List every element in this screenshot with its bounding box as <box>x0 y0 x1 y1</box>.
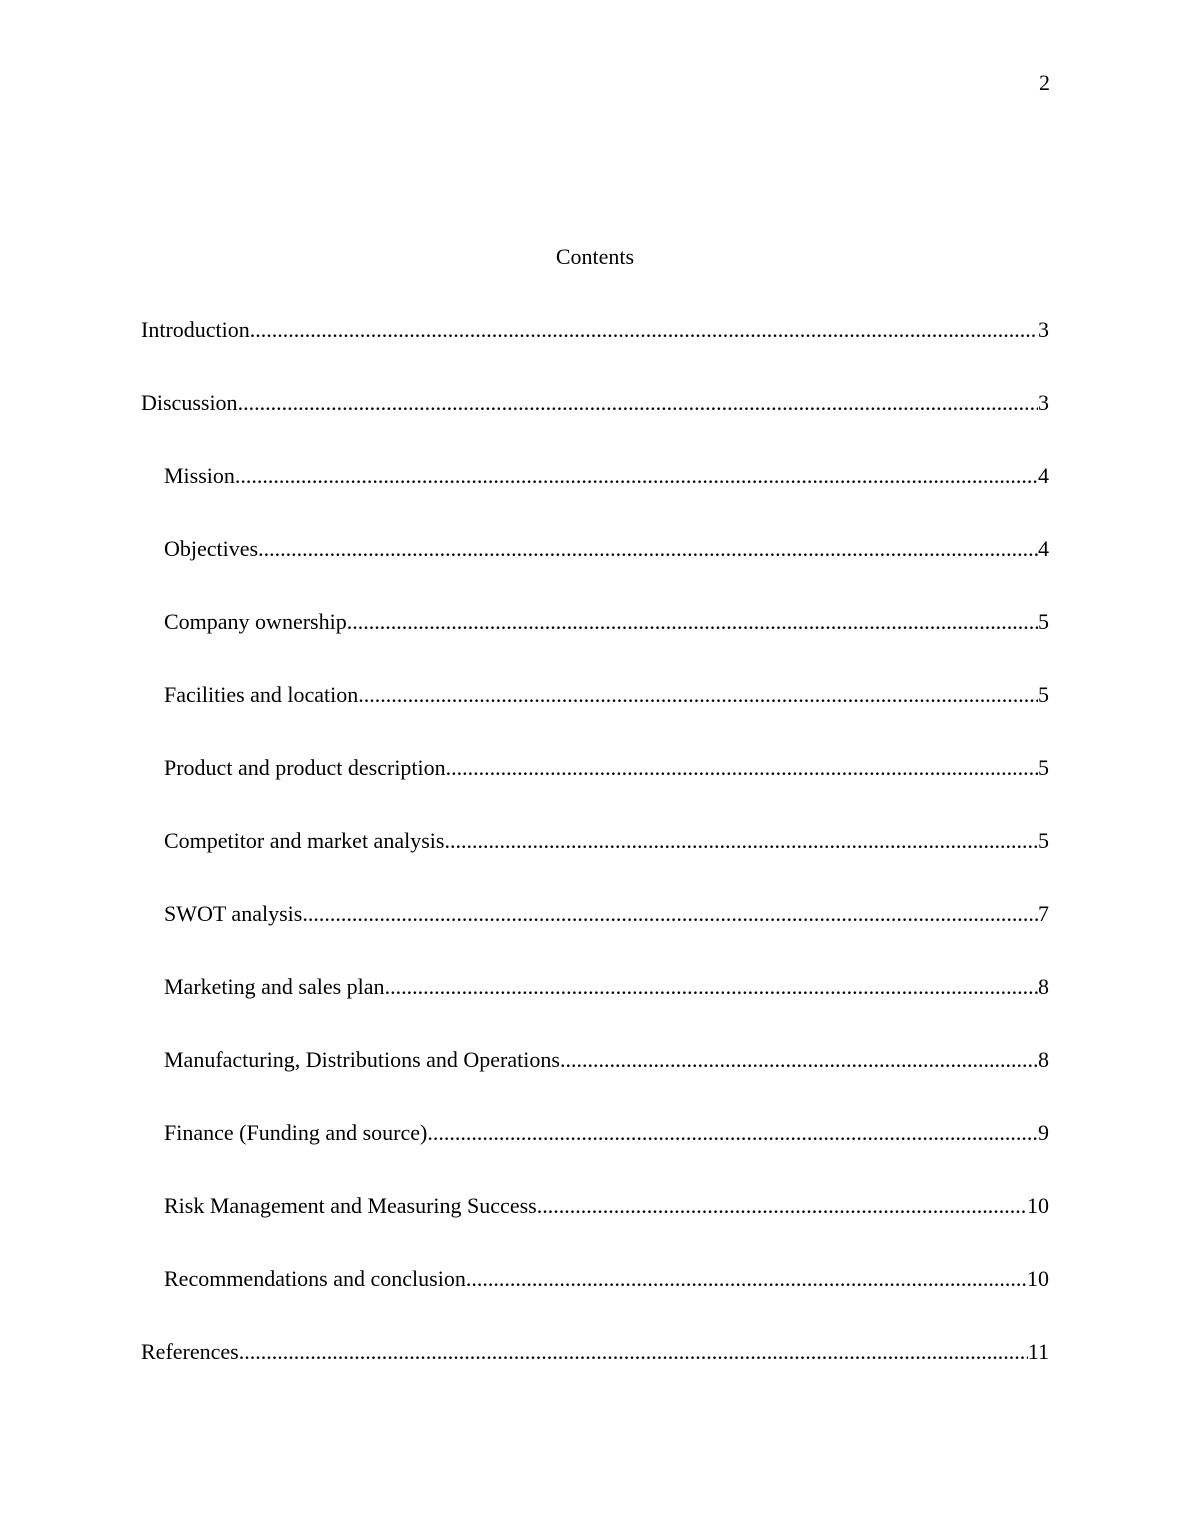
toc-entry-risk-management[interactable] <box>141 1193 1049 1266</box>
toc-entry-page: 10 <box>1027 1266 1049 1291</box>
toc-dot-leader <box>446 755 1038 781</box>
toc-entry-label: Marketing and sales plan <box>164 974 385 999</box>
toc-entry-facilities-and-location[interactable] <box>141 682 1049 755</box>
toc-entry-objectives[interactable] <box>141 536 1049 609</box>
toc-entry-page: 8 <box>1038 1047 1049 1072</box>
toc-entry-product-description[interactable] <box>141 755 1049 828</box>
toc-dot-leader <box>358 682 1038 708</box>
toc-entry-company-ownership[interactable] <box>141 609 1049 682</box>
toc-dot-leader <box>238 390 1038 416</box>
toc-entry-page: 3 <box>1038 390 1049 415</box>
toc-dot-leader <box>466 1266 1027 1292</box>
toc-dot-leader <box>302 901 1038 927</box>
toc-entry-label: Discussion <box>141 390 238 415</box>
toc-entry-page: 5 <box>1038 828 1049 853</box>
toc-entry-page: 5 <box>1038 682 1049 707</box>
toc-dot-leader <box>250 317 1038 343</box>
toc-entry-page: 5 <box>1038 755 1049 780</box>
toc-entry-discussion[interactable] <box>141 390 1049 463</box>
toc-entry-label: Finance (Funding and source) <box>164 1120 428 1145</box>
toc-entry-page: 8 <box>1038 974 1049 999</box>
page-number: 2 <box>1039 70 1050 95</box>
toc-entry-manufacturing-operations[interactable] <box>141 1047 1049 1120</box>
toc-entry-page: 11 <box>1027 1339 1049 1364</box>
toc-dot-leader <box>258 536 1038 562</box>
toc-entry-finance[interactable] <box>141 1120 1049 1193</box>
toc-dot-leader <box>347 609 1038 635</box>
toc-entry-page: 4 <box>1038 463 1049 488</box>
toc-entry-introduction[interactable] <box>141 317 1049 390</box>
table-of-contents <box>141 317 1049 1412</box>
toc-entry-label: Product and product description <box>164 755 446 780</box>
toc-dot-leader <box>239 1339 1028 1365</box>
toc-entry-page: 9 <box>1038 1120 1049 1145</box>
toc-dot-leader <box>427 1120 1038 1146</box>
toc-entry-label: Introduction <box>141 317 250 342</box>
toc-entry-recommendations-conclusion[interactable] <box>141 1266 1049 1339</box>
toc-entry-label: Competitor and market analysis <box>164 828 445 853</box>
toc-entry-label: Company ownership <box>164 609 347 634</box>
toc-entry-page: 5 <box>1038 609 1049 634</box>
toc-entry-page: 3 <box>1038 317 1049 342</box>
toc-entry-label: SWOT analysis <box>164 901 303 926</box>
toc-entry-label: Facilities and location <box>164 682 359 707</box>
toc-entry-page: 4 <box>1038 536 1049 561</box>
toc-title: Contents <box>555 244 635 269</box>
toc-entry-competitor-market-analysis[interactable] <box>141 828 1049 901</box>
toc-entry-mission[interactable] <box>141 463 1049 536</box>
toc-entry-marketing-sales-plan[interactable] <box>141 974 1049 1047</box>
toc-dot-leader <box>385 974 1038 1000</box>
toc-entry-label: Mission <box>164 463 235 488</box>
toc-entry-label: Risk Management and Measuring Success <box>164 1193 537 1218</box>
toc-dot-leader <box>235 463 1038 489</box>
toc-entry-label: Objectives <box>164 536 259 561</box>
toc-entry-page: 7 <box>1038 901 1049 926</box>
toc-entry-swot-analysis[interactable] <box>141 901 1049 974</box>
toc-dot-leader <box>444 828 1038 854</box>
toc-dot-leader <box>537 1193 1027 1219</box>
toc-dot-leader <box>560 1047 1038 1073</box>
toc-entry-page: 10 <box>1027 1193 1049 1218</box>
toc-entry-label: Manufacturing, Distributions and Operations <box>164 1047 560 1072</box>
toc-entry-references[interactable] <box>141 1339 1049 1412</box>
toc-entry-label: Recommendations and conclusion <box>164 1266 466 1291</box>
toc-entry-label: References <box>141 1339 239 1364</box>
